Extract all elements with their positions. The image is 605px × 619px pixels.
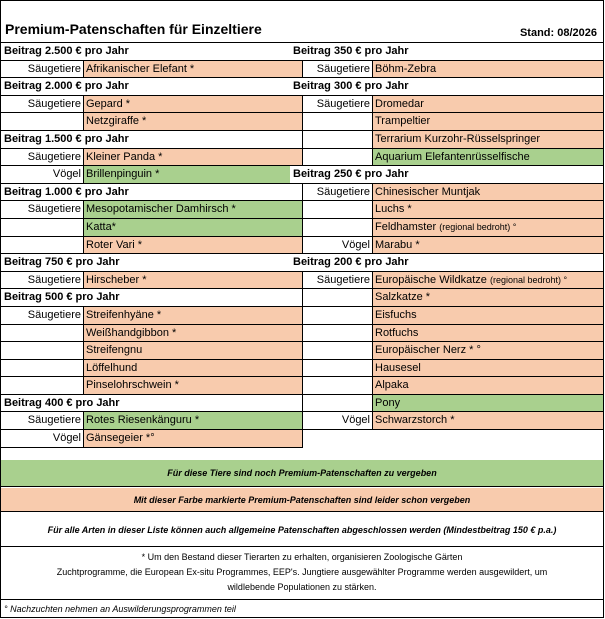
animal-row [1,342,302,360]
animal-row [1,61,302,79]
animal-name [83,377,302,394]
animal-row [290,360,603,378]
animal-row [290,219,603,237]
animal-label: Gänsegeier *° [86,432,155,445]
animal-category: Säugetiere [316,97,370,110]
animal-label: Gepard * [86,97,131,110]
animal-row [290,237,603,255]
animal-label: Böhm-Zebra [375,62,437,75]
animal-name [83,149,302,166]
animal-name [372,395,603,412]
animal-label: Netzgiraffe * [86,115,147,128]
footnote-star [1,550,603,600]
animal-category: Säugetiere [27,203,81,216]
animal-name [83,113,302,130]
animal-name [83,342,302,359]
left-column [1,43,303,448]
animal-category [290,289,372,306]
animal-name [83,61,302,78]
animal-name [372,307,603,324]
animal-row [290,395,603,413]
animal-label: Brillenpinguin * [86,168,160,181]
animal-name [372,113,603,130]
animal-category: Säugetiere [27,150,81,163]
animal-category: Säugetiere [316,62,370,75]
animal-label: Kleiner Panda * [86,150,163,163]
price-tier-heading: Beitrag 1.500 € pro Jahr [1,131,302,149]
animal-category [290,395,372,412]
animal-row [1,430,302,448]
animal-label: Pony [375,396,401,409]
animal-category [1,342,83,359]
animal-category [1,360,83,377]
animal-label: Dromedar [375,97,424,110]
price-tier-heading: Beitrag 750 € pro Jahr [1,254,302,272]
animal-name [83,360,302,377]
animal-category [1,219,83,236]
animal-category [290,342,372,359]
animal-category: Vögel [52,168,81,181]
animal-label: Europäische Wildkatze [375,273,487,286]
animal-category [290,149,372,166]
animal-row [290,272,603,290]
legend-taken: Mit dieser Farbe markierte Premium-Patenschaften sind leider schon vergeben [1,488,603,512]
animal-label: Trampeltier [375,115,431,128]
animal-category [290,113,372,130]
footnote-degree: ° Nachzuchten nehmen an Auswilderungsprogrammen teil [4,604,236,614]
general-note: Für alle Arten in dieser Liste können auch allgemeine Patenschaften abgeschlossen werden (Mindestbeitrag 150 € p.a.) [1,513,603,547]
footnote-star-line2: Zuchtprogramme, die European Ex-situ Programmes, EEP's. Jungtiere ausgewählter Programme werden ausgewildert, um [56,567,548,577]
animal-category: Säugetiere [27,62,81,75]
animal-category [290,201,372,218]
animal-name [372,237,603,254]
animal-row [290,61,603,79]
animal-category: Säugetiere [27,97,81,110]
animal-row [290,325,603,343]
animal-row [1,272,302,290]
legend-free: Für diese Tiere sind noch Premium-Patenschaften zu vergeben [1,460,603,487]
animal-category [290,360,372,377]
animal-row [1,96,302,114]
animal-category: Säugetiere [27,273,81,286]
animal-name [372,342,603,359]
animal-row [1,307,302,325]
animal-row [290,201,603,219]
animal-label: Salzkatze * [375,291,431,304]
animal-name [83,237,302,254]
animal-note: (regional bedroht) ° [489,274,568,285]
price-tier-heading: Beitrag 350 € pro Jahr [290,43,603,61]
animal-label: Roter Vari * [86,238,143,251]
animal-label: Streifenhyäne * [86,308,162,321]
animal-name [83,307,302,324]
animal-name [83,219,302,236]
animal-label: Löffelhund [86,361,138,374]
animal-name [372,184,603,201]
animal-row [1,166,302,184]
animal-category [290,219,372,236]
price-tier-heading: Beitrag 2.500 € pro Jahr [1,43,302,61]
right-column [290,43,603,430]
animal-row [1,237,302,255]
price-tier-heading: Beitrag 500 € pro Jahr [1,289,302,307]
animal-name [372,272,603,289]
animal-name [372,61,603,78]
animal-label: Katta* [86,220,116,233]
animal-label: Rotes Riesenkänguru * [86,414,200,427]
animal-name [83,325,302,342]
animal-category [1,113,83,130]
animal-category [290,131,372,148]
animal-label: Schwarzstorch * [375,414,455,427]
animal-row [290,113,603,131]
animal-row [290,184,603,202]
animal-category [290,325,372,342]
animal-name [83,430,302,447]
animal-row [290,342,603,360]
animal-row [290,289,603,307]
animal-name [372,325,603,342]
animal-category: Säugetiere [316,273,370,286]
footnote-star-line3: wildlebende Populationen zu stärken. [227,582,377,592]
price-tier-heading: Beitrag 2.000 € pro Jahr [1,78,302,96]
animal-row [1,412,302,430]
animal-category: Vögel [341,414,370,427]
animal-name [372,289,603,306]
animal-label: Eisfuchs [375,308,417,321]
animal-label: Alpaka [375,379,409,392]
animal-category: Säugetiere [27,308,81,321]
animal-row [290,149,603,167]
animal-name [372,149,603,166]
animal-name [83,272,302,289]
animal-row [290,96,603,114]
page-title: Premium-Patenschaften für Einzeltiere [5,21,262,37]
animal-name [372,219,603,236]
animal-row [290,377,603,395]
animal-row [1,360,302,378]
animal-category: Vögel [341,238,370,251]
animal-label: Europäischer Nerz * ° [375,344,481,357]
animal-category [1,377,83,394]
animal-row [1,325,302,343]
animal-name [372,412,603,429]
animal-row [1,113,302,131]
animal-row [1,149,302,167]
animal-label: Streifengnu [86,344,143,357]
footnote-star-line1: * Um den Bestand dieser Tierarten zu erhalten, organisieren Zoologische Gärten [141,552,463,562]
animal-name [83,412,302,429]
animal-label: Hausesel [375,361,421,374]
animal-category [290,377,372,394]
animal-row [1,377,302,395]
animal-category: Vögel [52,432,81,445]
animal-label: Luchs * [375,203,412,216]
animal-category [290,307,372,324]
animal-name [83,201,302,218]
animal-row [290,307,603,325]
animal-name [83,96,302,113]
price-tier-heading: Beitrag 1.000 € pro Jahr [1,184,302,202]
price-tier-heading: Beitrag 200 € pro Jahr [290,254,603,272]
animal-category [1,237,83,254]
animal-row [1,219,302,237]
animal-label: Feldhamster [375,220,437,233]
price-tier-heading: Beitrag 400 € pro Jahr [1,395,302,413]
animal-label: Weißhandgibbon * [86,326,177,339]
animal-category: Säugetiere [27,414,81,427]
animal-name [372,360,603,377]
price-tier-heading: Beitrag 250 € pro Jahr [290,166,603,184]
animal-label: Aquarium Elefantenrüsselfische [375,150,530,163]
animal-name [372,201,603,218]
animal-category: Säugetiere [316,185,370,198]
animal-row [1,201,302,219]
price-tier-heading: Beitrag 300 € pro Jahr [290,78,603,96]
stand-date: Stand: 08/2026 [519,27,597,39]
animal-label: Pinselohrschwein * [86,379,179,392]
animal-label: Marabu * [375,238,420,251]
animal-category [1,325,83,342]
animal-name [372,96,603,113]
header [1,1,603,43]
animal-label: Hirscheber * [86,273,147,286]
animal-row [290,412,603,430]
animal-note: (regional bedroht) ° [439,221,517,232]
animal-name [372,377,603,394]
animal-name [83,166,302,183]
animal-label: Rotfuchs [375,326,419,339]
animal-label: Mesopotamischer Damhirsch * [86,203,236,216]
animal-row [290,131,603,149]
animal-label: Afrikanischer Elefant * [86,62,195,75]
animal-label: Chinesischer Muntjak [375,185,481,198]
animal-name [372,131,603,148]
animal-label: Terrarium Kurzohr-Rüsselspringer [375,132,541,145]
